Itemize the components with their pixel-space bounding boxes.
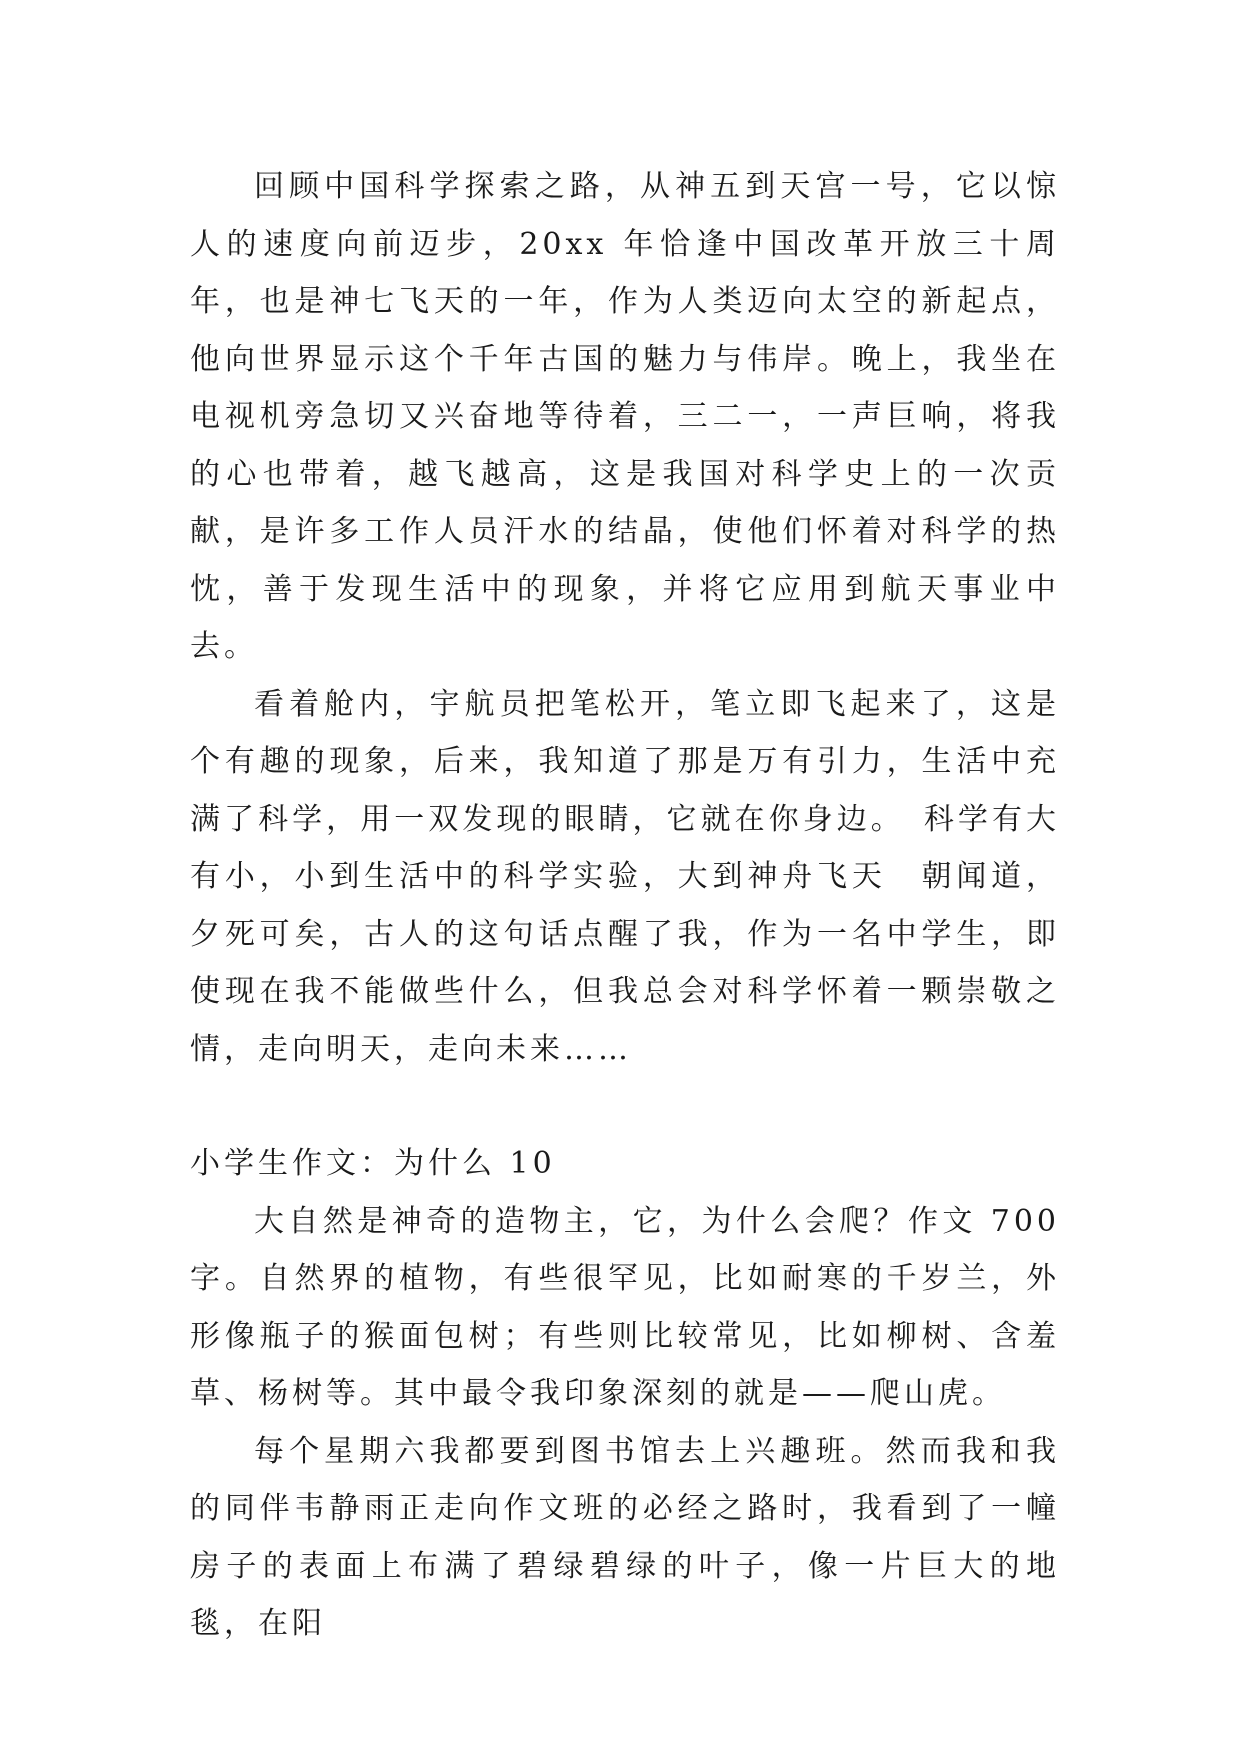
document-body xyxy=(190,158,1060,1653)
paragraph-science-exploration: 回顾中国科学探索之路，从神五到天宫一号，它以惊人的速度向前迈步，20xx 年恰逢中国改革开放三十周年，也是神七飞天的一年，作为人类迈向太空的新起点，他向世界显示这个千年古国的魅力与伟岸。晚上，我坐在电视机旁急切又兴奋地等待着，三二一，一声巨响，将我的心也带着，越飞越高，这是我国对科学史上的一次贡献，是许多工作人员汗水的结晶，使他们怀着对科学的热忱，善于发现生活中的现象，并将它应用到航天事业中去。 xyxy=(190,169,1060,664)
paragraph-saturday-library: 每个星期六我都要到图书馆去上兴趣班。然而我和我的同伴韦静雨正走向作文班的必经之路时，我看到了一幢房子的表面上布满了碧绿碧绿的叶子，像一片巨大的地毯，在阳 xyxy=(190,1433,1060,1641)
paragraph-astronaut-pen: 看着舱内，宇航员把笔松开，笔立即飞起来了，这是个有趣的现象，后来，我知道了那是万有引力，生活中充满了科学，用一双发现的眼睛，它就在你身边。 科学有大有小，小到生活中的科学实验，大到神舟飞天 朝闻道，夕死可矣，古人的这句话点醒了我，作为一名中学生，即使现在我不能做些什么，但我总会对科学怀着一颗崇敬之情，走向明天，走向未来…… xyxy=(190,686,1060,1067)
essay-title: 小学生作文：为什么 10 xyxy=(190,1146,556,1181)
paragraph-nature-plants: 大自然是神奇的造物主，它，为什么会爬？作文 700 字。自然界的植物，有些很罕见，比如耐寒的千岁兰，外形像瓶子的猴面包树；有些则比较常见，比如柳树、含羞草、杨树等。其中最令我印象深刻的就是——爬山虎。 xyxy=(190,1203,1060,1411)
section-gap xyxy=(190,1078,1060,1135)
